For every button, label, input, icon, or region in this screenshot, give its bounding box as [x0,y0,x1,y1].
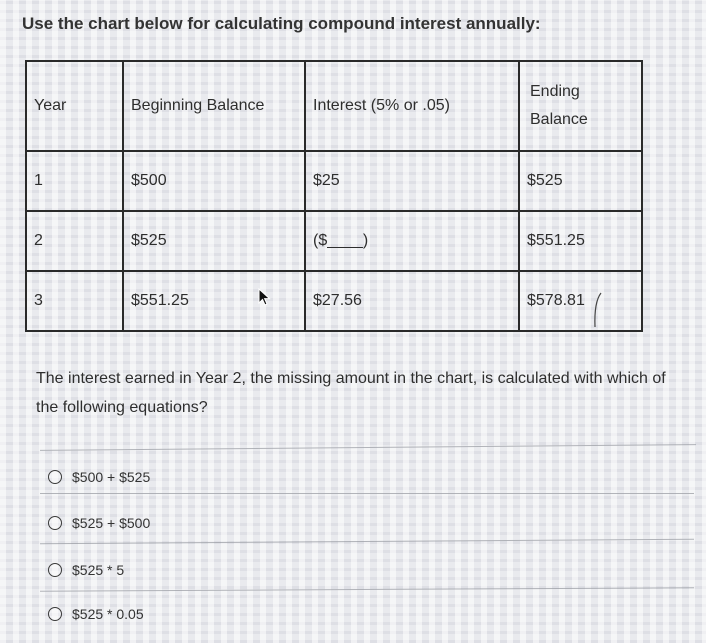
cell-beginning-balance: $551.25 [123,271,305,331]
cell-interest: $25 [305,151,519,211]
option-label: $500 + $525 [72,469,151,485]
option-label: $525 * 5 [72,562,125,578]
pencil-mark-icon [593,292,603,328]
cell-ending-balance: $525 [519,151,642,211]
option-c[interactable] [48,562,124,578]
radio-button[interactable] [48,563,62,577]
divider [40,539,694,545]
header-ending-balance [519,61,642,151]
divider [40,493,694,494]
cell-year: 2 [26,211,123,271]
question-text: The interest earned in Year 2, the missing amount in the chart, is calculated with which of the following equations? [36,370,666,416]
cell-year: 1 [26,151,123,211]
header-year: Year [26,61,123,151]
mouse-cursor-icon [258,288,272,306]
option-label: $525 + $500 [72,515,151,531]
header-interest: Interest (5% or .05) [305,61,519,151]
option-d[interactable] [48,606,144,622]
table-row [26,151,642,211]
header-ending-balance-label: Ending Balance [530,83,588,128]
cell-ending-balance: $551.25 [519,211,642,271]
radio-button[interactable] [48,470,62,484]
table-row [26,271,642,331]
radio-button[interactable] [48,516,62,530]
table-row [26,211,642,271]
cell-ending-balance: $578.81 [519,271,642,331]
header-beginning-balance: Beginning Balance [123,61,305,151]
cell-beginning-balance: $525 [123,211,305,271]
cell-interest-missing: ($____) [305,211,519,271]
instruction-text: Use the chart below for calculating compound interest annually: [22,14,541,33]
divider [40,587,694,591]
table-header-row [26,61,642,151]
option-a[interactable] [48,469,150,485]
radio-button[interactable] [48,607,62,621]
compound-interest-table [25,60,643,332]
divider [40,444,696,451]
option-label: $525 * 0.05 [72,606,144,622]
cell-year: 3 [26,271,123,331]
cell-beginning-balance: $500 [123,151,305,211]
cell-interest: $27.56 [305,271,519,331]
option-b[interactable] [48,515,150,531]
